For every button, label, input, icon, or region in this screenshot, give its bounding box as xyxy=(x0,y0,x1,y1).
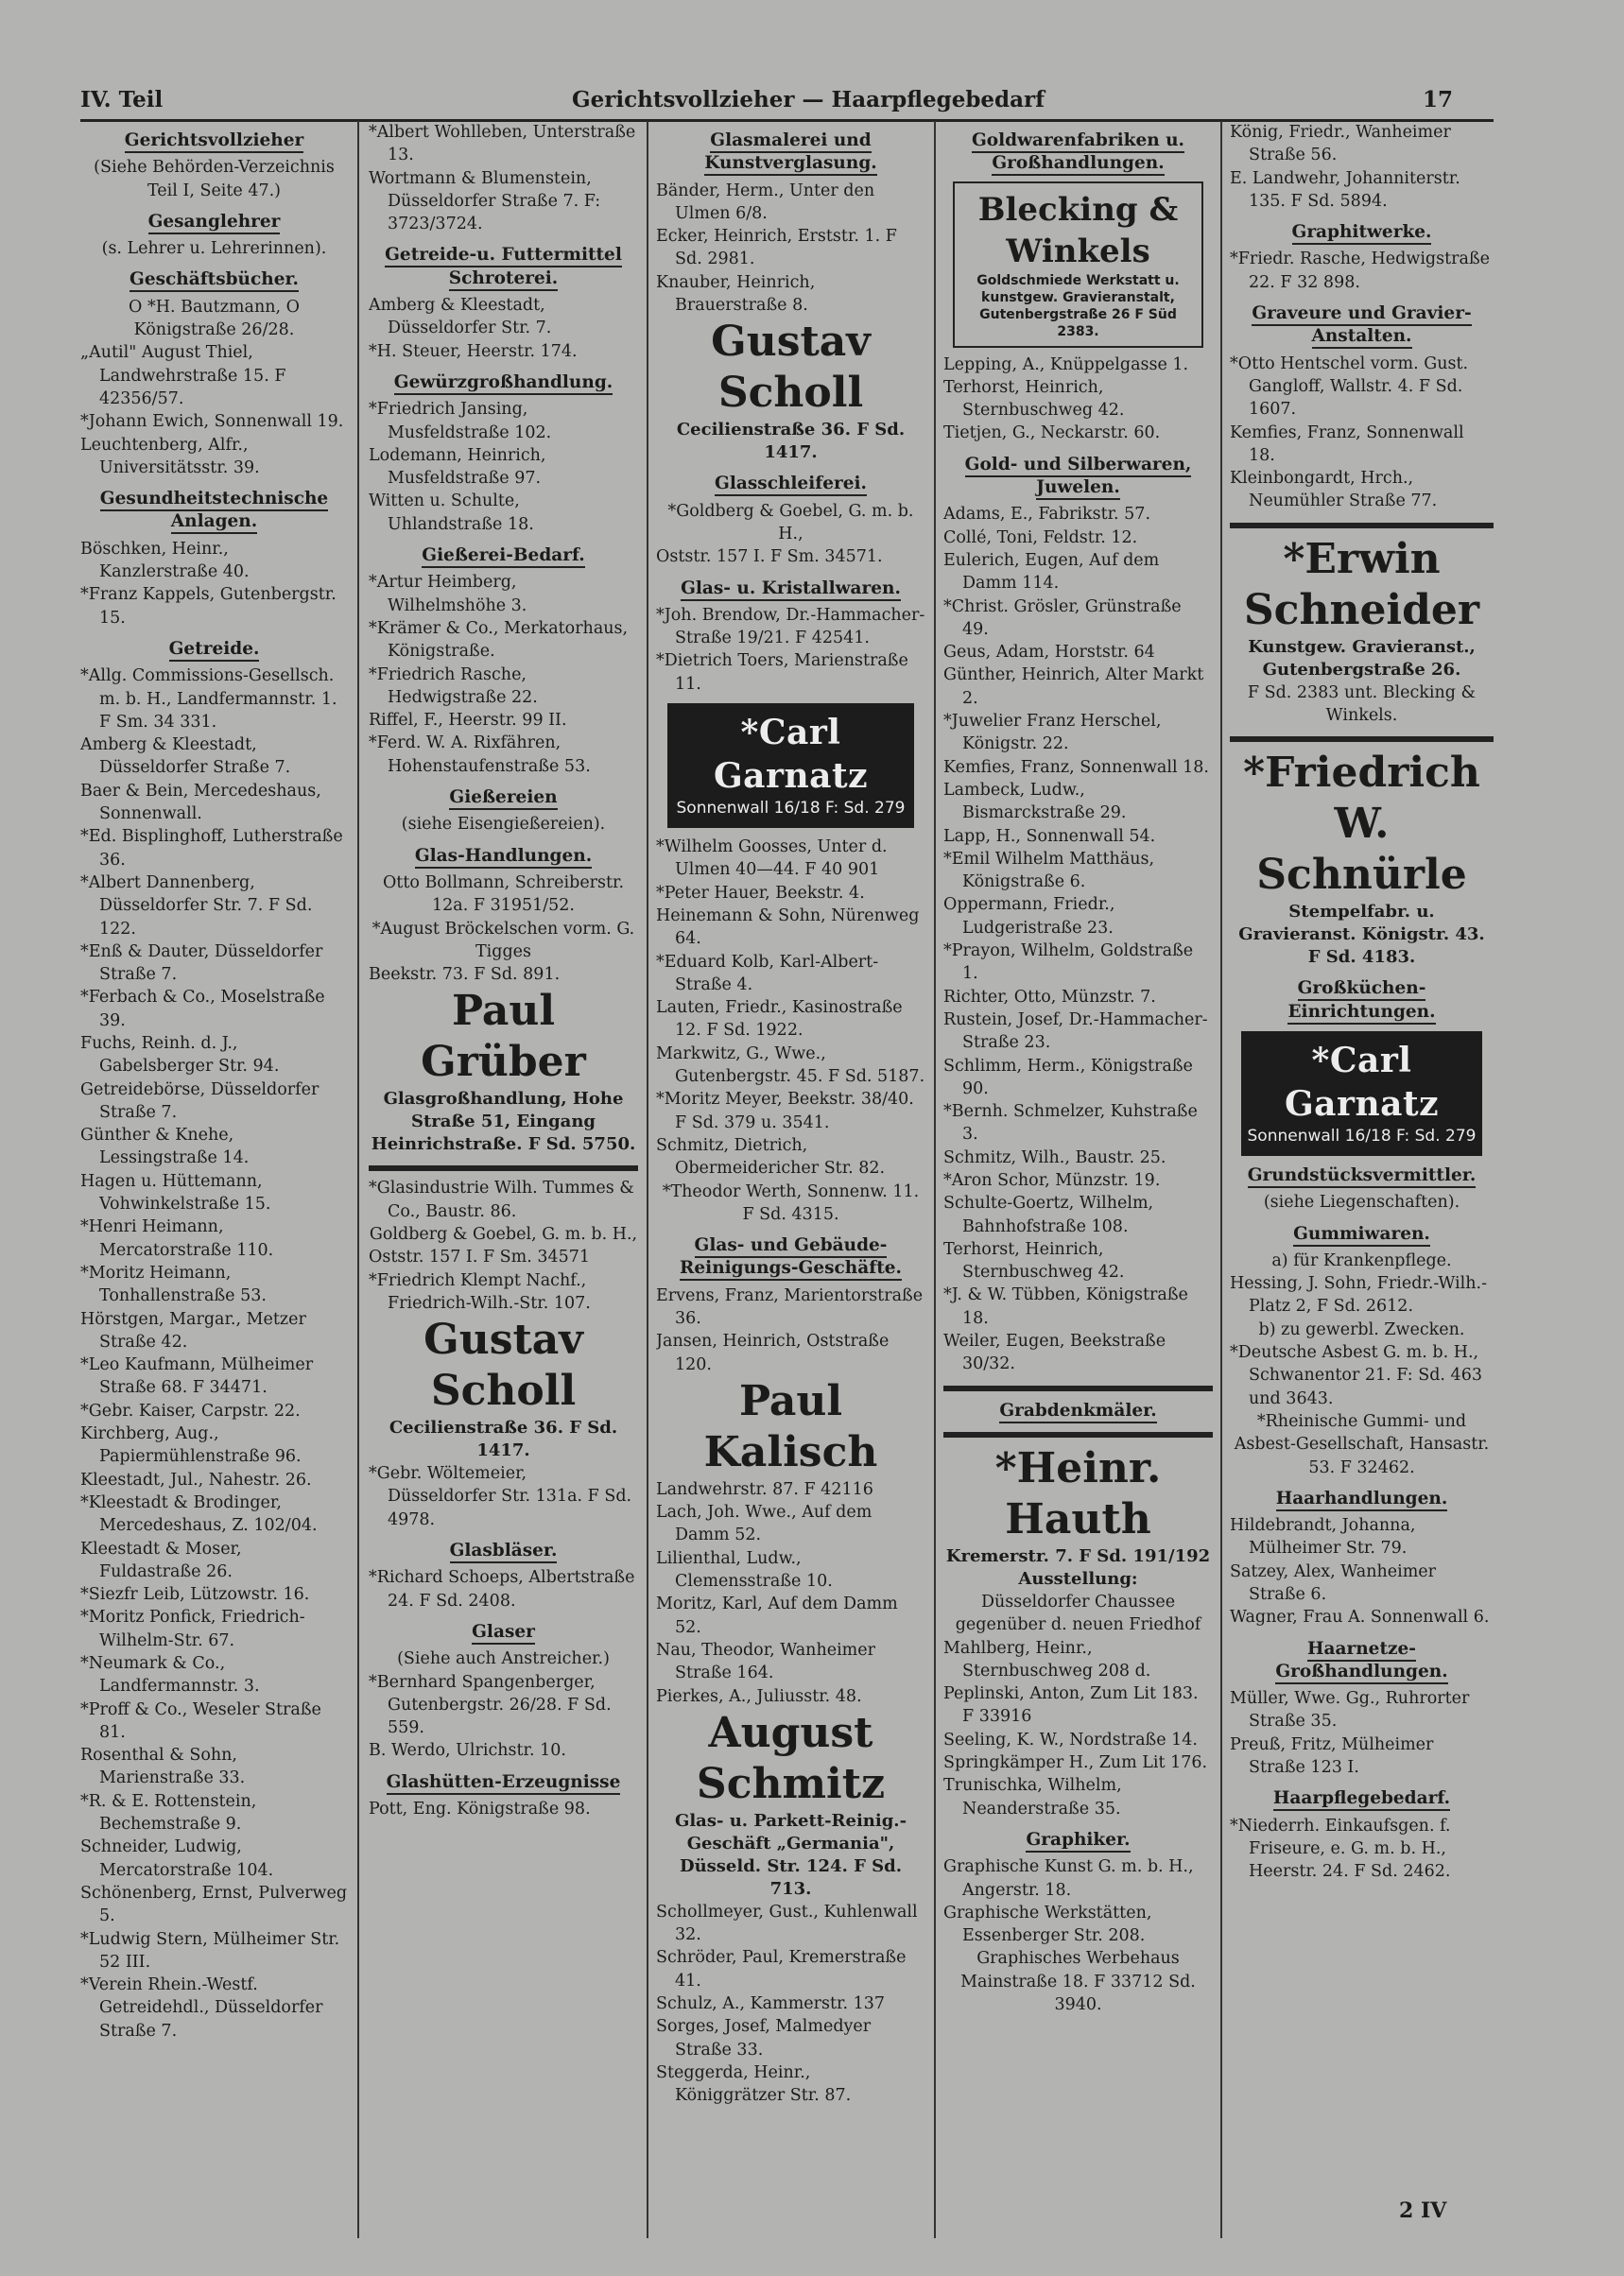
section-heading xyxy=(369,1621,638,1644)
directory-entry: *Glasindustrie Wilh. Tummes & Co., Baustr. 86. xyxy=(369,1179,634,1221)
section-heading xyxy=(943,129,1213,176)
advertisement xyxy=(667,703,914,828)
directory-entry: Lambeck, Ludw., Bismarckstraße 29. xyxy=(943,780,1127,823)
column-5 xyxy=(1230,121,1494,2238)
directory-entry: Graphische Werkstätten, Essenberger Str. 208. xyxy=(943,1903,1152,1946)
directory-entry: *Enß & Dauter, Düsseldorfer Straße 7. xyxy=(80,941,323,985)
directory-entry: *Neumark & Co., Landfermannstr. 3. xyxy=(80,1654,260,1697)
section-heading xyxy=(369,244,638,290)
directory-entry: *Gebr. Kaiser, Carpstr. 22. xyxy=(80,1401,301,1421)
section-heading xyxy=(656,129,925,176)
centered-entry: Otto Bollmann, Schreiberstr. 12a. F 31951/52. xyxy=(382,872,625,916)
directory-entry: *Deutsche Asbest G. m. b. H., Schwanentor 21. F: Sd. 463 und 3643. xyxy=(1230,1343,1482,1408)
centered-entry: (s. Lehrer u. Lehrerinnen). xyxy=(101,239,327,259)
centered-entry: b) zu gewerbl. Zwecken. xyxy=(1258,1319,1465,1339)
directory-entry: Baer & Bein, Mercedeshaus, Sonnenwall. xyxy=(80,781,321,824)
advertisement-details: Glas- u. Parkett-Reinig.-Geschäft „Germania", Düsseld. Str. 124. F Sd. 713. xyxy=(674,1810,907,1899)
directory-entry: Adams, E., Fabrikstr. 57. xyxy=(943,505,1151,525)
section-heading xyxy=(369,544,638,567)
directory-entry: Böschken, Heinr., Kanzlerstraße 40. xyxy=(80,539,250,582)
directory-entry: *Niederrh. Einkaufsgen. f. Friseure, e. G. m. b. H., Heerstr. 24. F Sd. 2462. xyxy=(1230,1816,1451,1882)
section-heading-text: Grabdenkmäler. xyxy=(999,1401,1156,1423)
section-heading-text: Gerichtsvollzieher xyxy=(125,130,303,153)
section-heading xyxy=(1230,221,1494,244)
directory-entry: Geus, Adam, Horststr. 64 xyxy=(943,643,1155,663)
directory-entry: Preuß, Fritz, Mülheimer Straße 123 I. xyxy=(1230,1734,1434,1778)
page-number: 17 xyxy=(1423,87,1454,112)
directory-entry: Oststr. 157 I. F Sm. 34571 xyxy=(369,1248,591,1267)
section-heading xyxy=(656,1234,925,1281)
centered-entry: Düsseldorfer Chaussee gegenüber d. neuen Friedhof xyxy=(955,1592,1201,1635)
directory-entry: *Friedr. Rasche, Hedwigstraße 22. F 32 898. xyxy=(1230,250,1490,292)
section-heading-text: Graphitwerke. xyxy=(1292,222,1432,245)
advertisement-details: Kremerstr. 7. F Sd. 191/192 Ausstellung: xyxy=(945,1545,1211,1589)
section-heading-text: Glas-Handlungen. xyxy=(415,846,592,869)
directory-entry: *Siezfr Leib, Lützowstr. 16. xyxy=(80,1585,310,1605)
advertisement-name: Paul Grüber xyxy=(421,987,586,1087)
section-heading-text: Glaser xyxy=(472,1622,535,1645)
directory-entry: *Moritz Meyer, Beekstr. 38/40. F Sd. 379 u. 3541. xyxy=(656,1090,914,1132)
advertisement xyxy=(369,986,638,1156)
directory-entry: Schollmeyer, Gust., Kuhlenwall 32. xyxy=(656,1902,918,1945)
directory-entry: Müller, Wwe. Gg., Ruhrorter Straße 35. xyxy=(1230,1689,1470,1732)
directory-entry: Wortmann & Blumenstein, Düsseldorfer Straße 7. F: 3723/3724. xyxy=(369,168,601,234)
directory-entry: *Franz Kappels, Gutenbergstr. 15. xyxy=(80,585,337,628)
section-heading-text: Getreide. xyxy=(169,639,260,662)
section-heading-text: Großküchen-Einrichtungen. xyxy=(1287,978,1435,1024)
advertisement xyxy=(369,1315,638,1462)
section-heading xyxy=(369,1540,638,1562)
directory-entry: *H. Steuer, Heerstr. 174. xyxy=(369,341,578,361)
directory-entry: Lauten, Friedr., Kasinostraße 12. F Sd. 1922. xyxy=(656,998,903,1041)
directory-entry: Moritz, Karl, Auf dem Damm 52. xyxy=(656,1595,898,1637)
directory-entry: Terhorst, Heinrich, Sternbuschweg 42. xyxy=(943,377,1125,421)
directory-entry: Riffel, F., Heerstr. 99 II. xyxy=(369,711,567,731)
separator-bar xyxy=(1230,736,1494,742)
directory-entry: Springkämper H., Zum Lit 176. xyxy=(943,1753,1208,1773)
directory-entry: Markwitz, G., Wwe., Gutenbergstr. 45. F Sd. 5187. xyxy=(656,1043,925,1087)
directory-entry: Trunischka, Wilhelm, Neanderstraße 35. xyxy=(943,1776,1122,1819)
directory-entry: Ervens, Franz, Marientorstraße 36. xyxy=(656,1285,924,1328)
directory-entry: *Bernhard Spangenberger, Gutenbergstr. 26/28. F Sd. 559. xyxy=(369,1672,612,1738)
directory-entry: Lapp, H., Sonnenwall 54. xyxy=(943,826,1156,846)
section-heading xyxy=(80,268,348,291)
section-heading xyxy=(1230,1164,1494,1187)
section-heading xyxy=(369,371,638,394)
section-heading xyxy=(80,211,348,233)
directory-entry: *Wilhelm Goosses, Unter d. Ulmen 40—44. F 40 901 xyxy=(656,837,888,880)
section-heading-text: Glasschleiferei. xyxy=(715,474,867,496)
section-heading-text: Glas- u. Kristallwaren. xyxy=(681,578,901,601)
centered-entry: *Theodor Werth, Sonnenw. 11. F Sd. 4315. xyxy=(662,1181,920,1224)
section-heading-text: Glashütten-Erzeugnisse xyxy=(387,1772,621,1795)
directory-entry: Peplinski, Anton, Zum Lit 183. F 33916 xyxy=(943,1684,1199,1727)
advertisement-details: Kunstgew. Gravieranst., Gutenbergstraße 26. xyxy=(1248,636,1476,680)
section-heading xyxy=(943,1400,1213,1422)
centered-entry: O *H. Bautzmann, O Königstraße 26/28. xyxy=(129,297,300,340)
directory-entry: Schmitz, Wilh., Baustr. 25. xyxy=(943,1147,1166,1167)
directory-entry: *R. & E. Rottenstein, Bechemstraße 9. xyxy=(80,1791,257,1835)
directory-entry: Pott, Eng. Königstraße 98. xyxy=(369,1800,591,1819)
directory-entry: Terhorst, Heinrich, Sternbuschweg 42. xyxy=(943,1239,1125,1283)
directory-entry: *Friedrich Klempt Nachf., Friedrich-Wilh.-Str. 107. xyxy=(369,1270,591,1313)
advertisement-name: Gustav Scholl xyxy=(423,1316,583,1416)
advertisement-name: Gustav Scholl xyxy=(711,318,871,418)
section-heading-text: Haarnetze-Großhandlungen. xyxy=(1275,1639,1447,1684)
directory-entry: Jansen, Heinrich, Oststraße 120. xyxy=(656,1332,890,1374)
directory-entry: König, Friedr., Wanheimer Straße 56. xyxy=(1230,123,1451,165)
section-heading xyxy=(369,845,638,868)
column-2 xyxy=(369,121,638,2238)
centered-entry: Goldberg & Goebel, G. m. b. H., xyxy=(369,1224,638,1244)
section-heading xyxy=(943,1829,1213,1852)
directory-entry: „Autil" August Thiel, Landwehrstraße 15. F 42356/57. xyxy=(80,343,286,408)
advertisement-details: Cecilienstraße 36. F Sd. 1417. xyxy=(389,1418,618,1461)
advertisement-name: Paul Kalisch xyxy=(703,1376,878,1476)
separator-bar xyxy=(1230,523,1494,528)
section-heading-text: Glasbläser. xyxy=(450,1541,558,1563)
section-heading xyxy=(943,454,1213,500)
directory-entry: Landwehrstr. 87. F 42116 xyxy=(656,1479,873,1499)
directory-entry: Oststr. 157 I. F Sm. 34571. xyxy=(656,547,883,567)
directory-entry: Pierkes, A., Juliusstr. 48. xyxy=(656,1686,862,1706)
directory-entry: Sorges, Josef, Malmedyer Straße 33. xyxy=(656,2017,872,2060)
directory-entry: *Emil Wilhelm Matthäus, Königstraße 6. xyxy=(943,849,1155,892)
directory-entry: Günther & Knehe, Lessingstraße 14. xyxy=(80,1126,250,1168)
directory-entry: Steggerda, Heinr., Königgrätzer Str. 87. xyxy=(656,2062,852,2106)
section-heading-text: Glasmalerei und Kunstverglasung. xyxy=(704,130,876,176)
directory-entry: *Proff & Co., Weseler Straße 81. xyxy=(80,1699,321,1742)
directory-entry: Hildebrandt, Johanna, Mülheimer Str. 79. xyxy=(1230,1516,1416,1559)
section-heading xyxy=(1230,1223,1494,1246)
section-heading xyxy=(656,473,925,495)
centered-entry: (siehe Liegenschaften). xyxy=(1263,1193,1460,1213)
directory-entry: Graphische Kunst G. m. b. H., Angerstr. 18. xyxy=(943,1857,1194,1900)
section-heading-text: Graveure und Gravier-Anstalten. xyxy=(1252,303,1471,349)
directory-entry: *Albert Wohlleben, Unterstraße 13. xyxy=(369,123,636,165)
directory-entry: *Friedrich Jansing, Musfeldstraße 102. xyxy=(369,400,552,442)
section-heading-text: Haarpflegebedarf. xyxy=(1273,1788,1450,1811)
directory-entry: Kleinbongardt, Hrch., Neumühler Straße 77. xyxy=(1230,469,1438,511)
section-heading xyxy=(80,638,348,661)
section-heading-text: Gesundheitstechnische Anlagen. xyxy=(100,489,328,534)
directory-entry: Schröder, Paul, Kremerstraße 41. xyxy=(656,1948,907,1991)
directory-entry: Schlimm, Herm., Königstraße 90. xyxy=(943,1056,1193,1098)
directory-entry: Satzey, Alex, Wanheimer Straße 6. xyxy=(1230,1561,1437,1604)
directory-entry: *Friedrich Rasche, Hedwigstraße 22. xyxy=(369,664,538,707)
directory-entry: *J. & W. Tübben, Königstraße 18. xyxy=(943,1285,1188,1328)
directory-entry: Beekstr. 73. F Sd. 891. xyxy=(369,965,561,985)
section-heading-text: Gummiwaren. xyxy=(1293,1224,1430,1247)
section-heading xyxy=(80,488,348,534)
advertisement-name: *Carl Garnatz xyxy=(1284,1040,1440,1124)
directory-entry: Schneider, Ludwig, Mercatorstraße 104. xyxy=(80,1837,274,1880)
column-divider xyxy=(1220,121,1222,2238)
column-divider xyxy=(647,121,648,2238)
section-heading-text: Goldwarenfabriken u. Großhandlungen. xyxy=(972,130,1184,176)
advertisement-name: Blecking & Winkels xyxy=(977,190,1179,270)
directory-entry: Lach, Joh. Wwe., Auf dem Damm 52. xyxy=(656,1503,872,1545)
directory-entry: Rosenthal & Sohn, Marienstraße 33. xyxy=(80,1746,246,1788)
directory-entry: Oppermann, Friedr., Ludgeristraße 23. xyxy=(943,895,1115,938)
section-heading-text: Graphiker. xyxy=(1026,1830,1130,1853)
section-heading-text: Gießereien xyxy=(449,787,557,810)
directory-entry: *Aron Schor, Münzstr. 19. xyxy=(943,1170,1161,1190)
directory-entry: Eulerich, Eugen, Auf dem Damm 114. xyxy=(943,550,1160,594)
advertisement-details: Cecilienstraße 36. F Sd. 1417. xyxy=(676,420,906,463)
directory-entry: *Otto Hentschel vorm. Gust. Gangloff, Wallstr. 4. F Sd. 1607. xyxy=(1230,353,1469,420)
directory-entry: *Kleestadt & Brodinger, Mercedeshaus, Z. 102/04. xyxy=(80,1492,318,1536)
section-heading xyxy=(1230,1638,1494,1684)
separator-bar xyxy=(369,1165,638,1171)
advertisement-details: Sonnenwall 16/18 F: Sd. 279 xyxy=(1247,1126,1477,1146)
directory-entry: Tietjen, G., Neckarstr. 60. xyxy=(943,423,1161,443)
directory-entry: Schönenberg, Ernst, Pulverweg 5. xyxy=(80,1883,348,1926)
directory-entry: Collé, Toni, Feldstr. 12. xyxy=(943,527,1138,547)
separator-bar xyxy=(943,1432,1213,1438)
directory-entry: *Ludwig Stern, Mülheimer Str. 52 III. xyxy=(80,1929,340,1972)
directory-entry: *Juwelier Franz Herschel, Königstr. 22. xyxy=(943,712,1162,754)
directory-entry: *Dietrich Toers, Marienstraße 11. xyxy=(656,651,908,694)
advertisement-name: *Carl Garnatz xyxy=(713,713,869,797)
directory-entry: *Bernh. Schmelzer, Kuhstraße 3. xyxy=(943,1102,1198,1145)
section-heading xyxy=(369,1771,638,1794)
directory-entry: Nau, Theodor, Wanheimer Straße 164. xyxy=(656,1640,875,1683)
section-heading-text: Geschäftsbücher. xyxy=(130,269,299,292)
directory-entry: Amberg & Kleestadt, Düsseldorfer Str. 7. xyxy=(369,296,552,338)
directory-entry: *Ferbach & Co., Moselstraße 39. xyxy=(80,988,325,1030)
directory-entry: Schulz, A., Kammerstr. 137 xyxy=(656,1994,886,2014)
advertisement xyxy=(1230,534,1494,681)
section-heading xyxy=(80,129,348,152)
section-heading-text: Grundstücksvermittler. xyxy=(1248,1165,1477,1188)
directory-entry: *Moritz Ponfick, Friedrich-Wilhelm-Str. 67. xyxy=(80,1608,305,1650)
directory-entry: *Eduard Kolb, Karl-Albert-Straße 4. xyxy=(656,952,879,994)
directory-entry: Wagner, Frau A. Sonnenwall 6. xyxy=(1230,1608,1490,1628)
directory-entry: Leuchtenberg, Alfr., Universitätsstr. 39. xyxy=(80,435,260,477)
column-divider xyxy=(357,121,359,2238)
column-divider xyxy=(934,121,936,2238)
directory-entry: *Albert Dannenberg, Düsseldorfer Str. 7. F Sd. 122. xyxy=(80,872,313,939)
directory-entry: Hagen u. Hüttemann, Vohwinkelstraße 15. xyxy=(80,1171,271,1215)
directory-entry: Mahlberg, Heinr., Sternbuschweg 208 d. xyxy=(943,1638,1151,1681)
section-heading-text: Gießerei-Bedarf. xyxy=(422,545,584,568)
centered-entry: Graphisches Werbehaus Mainstraße 18. F 33712 Sd. 3940. xyxy=(960,1949,1196,2014)
directory-entry: *Christ. Grösler, Grünstraße 49. xyxy=(943,596,1182,639)
directory-entry: Bänder, Herm., Unter den Ulmen 6/8. xyxy=(656,181,875,223)
directory-entry: *Richard Schoeps, Albertstraße 24. F Sd. 2408. xyxy=(369,1568,635,1611)
directory-entry: Fuchs, Reinh. d. J., Gabelsberger Str. 94. xyxy=(80,1033,280,1077)
advertisement xyxy=(656,1376,925,1478)
centered-entry: (Siehe Behörden-Verzeichnis Teil I, Seite 47.) xyxy=(94,158,335,200)
advertisement-details: Stempelfabr. u. Gravieranst. Königstr. 43. F Sd. 4183. xyxy=(1238,902,1485,968)
directory-entry: Hörstgen, Margar., Metzer Straße 42. xyxy=(80,1309,306,1352)
directory-entry: Kemfies, Franz, Sonnenwall 18. xyxy=(1230,422,1464,465)
section-heading-text: Getreide-u. Futtermittel Schroterei. xyxy=(385,245,622,290)
directory-entry: Richter, Otto, Münzstr. 7. xyxy=(943,987,1156,1007)
directory-entry: Knauber, Heinrich, Brauerstraße 8. xyxy=(656,272,816,316)
centered-entry: (siehe Eisengießereien). xyxy=(401,815,606,835)
directory-entry: Günther, Heinrich, Alter Markt 2. xyxy=(943,665,1204,708)
directory-entry: *Johann Ewich, Sonnenwall 19. xyxy=(80,412,344,432)
directory-entry: Kleestadt, Jul., Nahestr. 26. xyxy=(80,1470,312,1490)
directory-entry: *Artur Heimberg, Wilhelmshöhe 3. xyxy=(369,573,527,615)
centered-entry: *Rheinische Gummi- und Asbest-Gesellschaft, Hansastr. 53. F 32462. xyxy=(1234,1411,1490,1477)
directory-entry: *Prayon, Wilhelm, Goldstraße 1. xyxy=(943,941,1194,984)
directory-entry: *Leo Kaufmann, Mülheimer Straße 68. F 34471. xyxy=(80,1355,314,1398)
section-heading-text: Gewürzgroßhandlung. xyxy=(394,372,613,395)
directory-entry: Kleestadt & Moser, Fuldastraße 26. xyxy=(80,1539,242,1581)
signature-mark: 2 IV xyxy=(1399,2198,1447,2223)
centered-entry: *August Bröckelschen vorm. G. Tigges xyxy=(371,919,635,961)
section-heading-text: Gesanglehrer xyxy=(148,212,281,234)
advertisement-name: August Schmitz xyxy=(696,1708,886,1808)
column-1 xyxy=(80,121,348,2238)
advertisement-details: Goldschmiede Werkstatt u. kunstgew. Gravieranstalt, Gutenbergstraße 26 F Süd 2383. xyxy=(976,272,1180,339)
running-title: Gerichtsvollzieher — Haarpflegebedarf xyxy=(572,87,1045,112)
directory-entry: Kemfies, Franz, Sonnenwall 18. xyxy=(943,757,1209,777)
directory-entry: Hessing, J. Sohn, Friedr.-Wilh.-Platz 2, F Sd. 2612. xyxy=(1230,1274,1487,1317)
section-heading xyxy=(1230,1787,1494,1810)
section-heading-text: Gold- und Silberwaren, Juwelen. xyxy=(965,455,1192,500)
directory-entry: Schmitz, Dietrich, Obermeidericher Str. 82. xyxy=(656,1135,886,1179)
column-3 xyxy=(656,121,925,2238)
directory-entry: *Krämer & Co., Merkatorhaus, Königstraße. xyxy=(369,618,629,662)
directory-entry: Heinemann & Sohn, Nürenweg 64. xyxy=(656,905,920,949)
directory-entry: *Verein Rhein.-Westf. Getreidehdl., Düsseldorfer Straße 7. xyxy=(80,1975,323,2041)
advertisement xyxy=(1230,748,1494,969)
section-heading xyxy=(1230,302,1494,349)
directory-entry: *Peter Hauer, Beekstr. 4. xyxy=(656,883,865,903)
separator-bar xyxy=(943,1386,1213,1391)
section-label: IV. Teil xyxy=(80,87,164,112)
advertisement xyxy=(656,317,925,464)
directory-entry: *Moritz Heimann, Tonhallenstraße 53. xyxy=(80,1263,267,1306)
section-heading xyxy=(656,578,925,600)
directory-entry: B. Werdo, Ulrichstr. 10. xyxy=(369,1741,566,1761)
directory-entry: *Ed. Bisplinghoff, Lutherstraße 36. xyxy=(80,827,343,870)
advertisement xyxy=(656,1708,925,1901)
directory-entry: Lepping, A., Knüppelgasse 1. xyxy=(943,354,1189,374)
centered-entry: a) für Krankenpflege. xyxy=(1271,1250,1452,1270)
centered-entry: (Siehe auch Anstreicher.) xyxy=(397,1649,610,1669)
section-heading xyxy=(369,786,638,809)
section-heading xyxy=(1230,977,1494,1024)
directory-entry: *Henri Heimann, Mercatorstraße 110. xyxy=(80,1217,274,1260)
directory-entry: *Joh. Brendow, Dr.-Hammacher-Straße 19/21. F 42541. xyxy=(656,605,925,648)
directory-entry: Ecker, Heinrich, Erststr. 1. F Sd. 2981. xyxy=(656,227,897,269)
advertisement-name: *Heinr. Hauth xyxy=(994,1443,1162,1543)
advertisement xyxy=(1241,1031,1482,1156)
centered-entry: F Sd. 2383 unt. Blecking & Winkels. xyxy=(1247,682,1477,726)
directory-entry: Witten u. Schulte, Uhlandstraße 18. xyxy=(369,491,534,534)
advertisement-details: Glasgroßhandlung, Hohe Straße 51, Eingang Heinrichstraße. F Sd. 5750. xyxy=(371,1089,636,1155)
directory-entry: Amberg & Kleestadt, Düsseldorfer Straße 7. xyxy=(80,735,291,778)
directory-entry: *Ferd. W. A. Rixfähren, Hohenstaufenstraße 53. xyxy=(369,733,591,776)
advertisement-name: *Friedrich W. Schnürle xyxy=(1243,749,1480,900)
column-4 xyxy=(943,121,1213,2238)
directory-entry: *Gebr. Wöltemeier, Düsseldorfer Str. 131a. F Sd. 4978. xyxy=(369,1464,632,1529)
section-heading xyxy=(1230,1488,1494,1510)
advertisement-details: Sonnenwall 16/18 F: Sd. 279 xyxy=(676,799,906,819)
section-heading-text: Glas- und Gebäude-Reinigungs-Geschäfte. xyxy=(680,1235,902,1281)
section-heading-text: Haarhandlungen. xyxy=(1276,1489,1448,1511)
directory-entry: Seeling, K. W., Nordstraße 14. xyxy=(943,1730,1198,1750)
centered-entry: *Goldberg & Goebel, G. m. b. H., xyxy=(667,501,914,543)
advertisement xyxy=(953,181,1203,348)
directory-entry: E. Landwehr, Johanniterstr. 135. F Sd. 5894. xyxy=(1230,168,1460,211)
directory-entry: Lilienthal, Ludw., Clemensstraße 10. xyxy=(656,1548,833,1592)
directory-entry: *Allg. Commissions-Gesellsch. m. b. H., Landfermannstr. 1. F Sm. 34 331. xyxy=(80,666,337,732)
advertisement xyxy=(943,1443,1213,1591)
directory-entry: Schulte-Goertz, Wilhelm, Bahnhofstraße 108. xyxy=(943,1194,1154,1236)
directory-entry: Rustein, Josef, Dr.-Hammacher-Straße 23. xyxy=(943,1009,1208,1053)
directory-entry: Lodemann, Heinrich, Musfeldstraße 97. xyxy=(369,445,546,489)
directory-entry: Kirchberg, Aug., Papiermühlenstraße 96. xyxy=(80,1424,302,1467)
page-header xyxy=(80,83,1494,121)
directory-entry: Weiler, Eugen, Beekstraße 30/32. xyxy=(943,1332,1166,1374)
advertisement-name: *Erwin Schneider xyxy=(1243,534,1480,634)
directory-entry: Getreidebörse, Düsseldorfer Straße 7. xyxy=(80,1079,320,1122)
